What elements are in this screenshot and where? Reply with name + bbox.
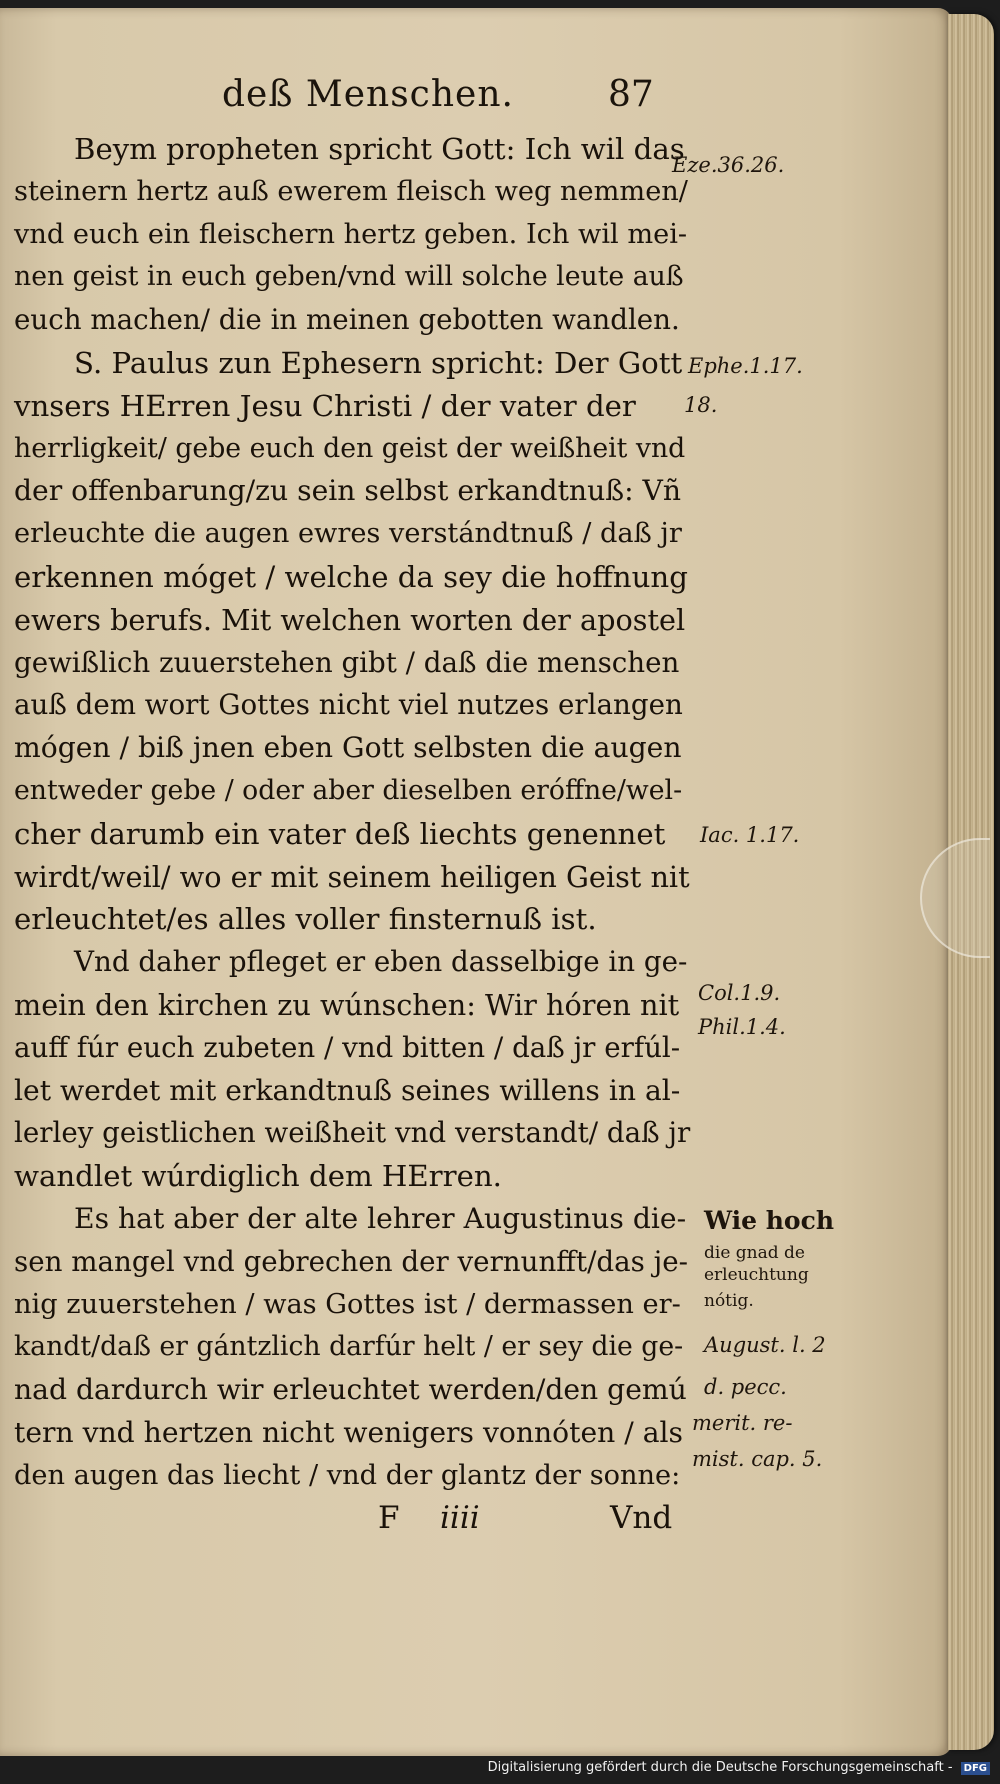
text-line: mógen / biß jnen eben Gott selbsten die augen bbox=[14, 731, 682, 765]
text-line: auff fúr euch zubeten / vnd bitten / daß jr erfúl- bbox=[14, 1030, 681, 1064]
dfg-logo: DFG bbox=[961, 1762, 990, 1775]
page-number: 87 bbox=[608, 74, 654, 115]
margin-note-ephe-cont: 18. bbox=[684, 393, 718, 417]
text-line: euch machen/ die in meinen gebotten wandlen. bbox=[14, 303, 680, 337]
text-line: ewers berufs. Mit welchen worten der apostel bbox=[14, 602, 686, 637]
footer-bar bbox=[0, 1756, 1000, 1784]
text-line: Beym propheten spricht Gott: Ich wil das bbox=[74, 132, 685, 166]
margin-note-de-pecc: d. pecc. bbox=[704, 1375, 787, 1399]
text-line: sen mangel vnd gebrechen der vernunfft/das je- bbox=[14, 1244, 688, 1278]
body-text bbox=[14, 128, 690, 1498]
text-line: nig zuuerstehen / was Gottes ist / dermassen er- bbox=[14, 1288, 681, 1320]
margin-note-august: August. l. 2 bbox=[704, 1333, 826, 1357]
text-line: nad dardurch wir erleuchtet werden/den gemú bbox=[14, 1373, 687, 1407]
margin-note-erleuchtung: erleuchtung bbox=[704, 1265, 809, 1285]
margin-note-notig: nótig. bbox=[704, 1291, 754, 1311]
text-line: tern vnd hertzen nicht wenigers vonnóten / als bbox=[14, 1415, 683, 1449]
text-line: S. Paulus zun Ephesern spricht: Der Gott bbox=[74, 345, 683, 380]
signature-mark: F bbox=[378, 1500, 400, 1536]
text-line: kandt/daß er gántzlich darfúr helt / er sey die ge- bbox=[14, 1331, 684, 1363]
margin-note-col: Col.1.9. bbox=[698, 981, 781, 1005]
text-line: entweder gebe / oder aber dieselben eróffne/wel- bbox=[14, 774, 683, 806]
text-line: erkennen móget / welche da sey die hoffnung bbox=[14, 559, 688, 594]
text-line: vnd euch ein fleischern hertz geben. Ich wil mei- bbox=[14, 218, 688, 250]
margin-note-ezech: Eze.36.26. bbox=[672, 153, 785, 177]
text-line: wirdt/weil/ wo er mit seinem heiligen Geist nit bbox=[14, 859, 690, 894]
footer-credit-text: Digitalisierung gefördert durch die Deutsche Forschungsgemeinschaft - bbox=[487, 1760, 953, 1775]
footer-credit bbox=[488, 1760, 990, 1775]
running-header bbox=[0, 70, 700, 126]
text-line: wandlet wúrdiglich dem HErren. bbox=[14, 1159, 502, 1194]
text-line: erleuchtet/es alles voller finsternuß ist. bbox=[14, 902, 597, 937]
margin-note-merit: merit. re- bbox=[692, 1411, 793, 1435]
text-line: gewißlich zuuerstehen gibt / daß die menschen bbox=[14, 645, 680, 679]
text-line: auß dem wort Gottes nicht viel nutzes erlangen bbox=[14, 688, 683, 722]
text-line: mein den kirchen zu wúnschen: Wir hóren nit bbox=[14, 987, 680, 1022]
margin-note-phil: Phil.1.4. bbox=[698, 1015, 786, 1039]
margin-note-die-gnad: die gnad de bbox=[704, 1243, 805, 1263]
text-line: Es hat aber der alte lehrer Augustinus die- bbox=[74, 1201, 687, 1235]
signature-number: iiii bbox=[440, 1500, 480, 1536]
text-line: vnsers HErren Jesu Christi / der vater der bbox=[14, 388, 636, 423]
catchword: Vnd bbox=[610, 1500, 673, 1536]
text-line: let werdet mit erkandtnuß seines willens in al- bbox=[14, 1073, 681, 1107]
margin-note-ephe: Ephe.1.17. bbox=[688, 354, 803, 378]
text-line: herrligkeit/ gebe euch den geist der weißheit vnd bbox=[14, 432, 686, 464]
text-line: nen geist in euch geben/vnd will solche leute auß bbox=[14, 261, 684, 293]
text-line: lerley geistlichen weißheit vnd verstandt/ daß jr bbox=[14, 1116, 691, 1150]
text-line: der offenbarung/zu sein selbst erkandtnuß: Vñ bbox=[14, 474, 682, 508]
text-line: Vnd daher pfleget er eben dasselbige in ge- bbox=[74, 945, 688, 979]
text-line: cher darumb ein vater deß liechts genennet bbox=[14, 816, 666, 851]
text-line: den augen das liecht / vnd der glantz der sonne: bbox=[14, 1459, 681, 1491]
margin-note-wie-hoch: Wie hoch bbox=[704, 1206, 834, 1235]
margin-note-iac: Iac. 1.17. bbox=[700, 823, 800, 847]
text-line: steinern hertz auß ewerem fleisch weg nemmen/ bbox=[14, 175, 688, 207]
text-line: erleuchte die augen ewres verstándtnuß / daß jr bbox=[14, 518, 682, 550]
header-title: deß Menschen. bbox=[222, 74, 514, 115]
margin-note-mist: mist. cap. 5. bbox=[692, 1447, 823, 1471]
